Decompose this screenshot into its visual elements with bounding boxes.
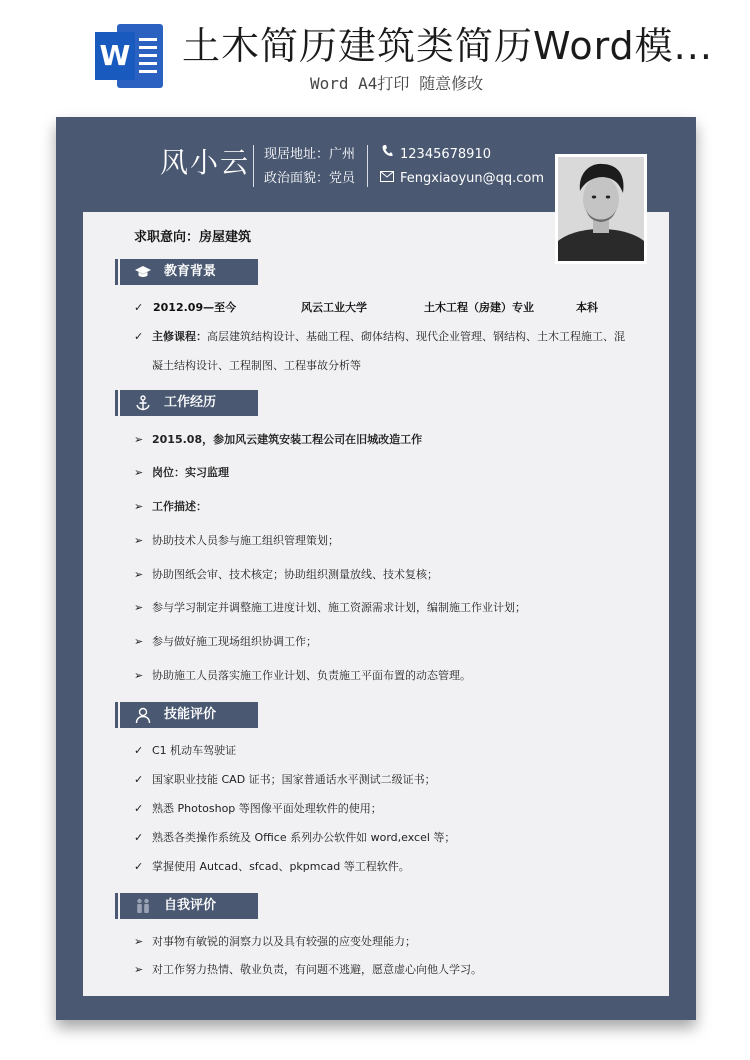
education-major: 土木工程（房建）专业 (424, 301, 534, 314)
arrow-mark: ➢ (134, 669, 144, 682)
word-icon (95, 20, 165, 92)
contact-info (378, 143, 544, 191)
work-desc-label: ➢ 工作描述： (134, 498, 207, 516)
list-item: ✓ 熟悉 Photoshop 等图像平面处理软件的使用； (134, 800, 382, 818)
list-item: ✓ 熟悉各类操作系统及 Office 系列办公软件如 word,excel 等； (134, 829, 455, 847)
list-item: ➢ 参与学习制定并调整施工进度计划、施工资源需求计划，编制施工作业计划； (134, 599, 526, 617)
education-school: 风云工业大学 (301, 301, 367, 314)
candidate-name: 风小云 (160, 146, 251, 179)
header-divider (253, 145, 254, 187)
section-title: 自我评价 (164, 898, 217, 913)
list-item: ✓ 国家职业技能 CAD 证书；国家普通话水平测试二级证书； (134, 771, 436, 789)
arrow-mark: ➢ (134, 433, 144, 446)
section-self (120, 893, 258, 919)
courses-text: 高层建筑结构设计、基础工程、砌体结构、现代企业管理、钢结构、土木工程施工、混 (207, 330, 625, 343)
arrow-mark: ➢ (134, 500, 144, 513)
section-education (120, 259, 258, 285)
courses-line (134, 328, 625, 346)
address: 现居地址：广州 (264, 147, 356, 162)
page-title: 土木简历建筑类简历Word模... (182, 24, 713, 68)
arrow-mark: ➢ (134, 568, 144, 581)
list-item: ✓ C1 机动车驾驶证 (134, 742, 236, 760)
arrow-mark: ➢ (134, 601, 144, 614)
arrow-mark: ➢ (134, 466, 144, 479)
check-mark: ✓ (134, 831, 144, 844)
page-subtitle: Word A4打印 随意修改 (310, 74, 484, 93)
education-mark: ✓ (134, 301, 144, 314)
email: Fengxiaoyun@qq.com (400, 171, 545, 186)
check-mark: ✓ (134, 860, 144, 873)
anchor-icon (134, 394, 152, 412)
list-item: ➢ 协助技术人员参与施工组织管理策划； (134, 532, 339, 550)
check-mark: ✓ (134, 744, 144, 757)
section-title: 工作经历 (164, 395, 217, 410)
phone-number: 12345678910 (400, 147, 491, 162)
list-item: ➢ 协助施工人员落实施工作业计划、负责施工平面布置的动态管理。 (134, 667, 471, 685)
education-period: 2012.09—至今 (153, 301, 237, 314)
list-item: ➢ 参与做好施工现场组织协调工作； (134, 633, 317, 651)
check-mark: ✓ (134, 330, 144, 343)
list-item: ➢ 对工作努力热情、敬业负责，有问题不逃避，愿意虚心向他人学习。 (134, 961, 482, 979)
word-icon-letter: W (95, 32, 135, 80)
check-mark: ✓ (134, 802, 144, 815)
phone-icon (378, 144, 396, 166)
people-icon (134, 897, 152, 915)
section-work (120, 390, 258, 416)
courses-label: 主修课程： (152, 330, 207, 343)
section-title: 技能评价 (164, 707, 217, 722)
check-mark: ✓ (134, 773, 144, 786)
user-icon (134, 706, 152, 724)
section-title: 教育背景 (164, 264, 217, 279)
mail-icon (378, 168, 396, 190)
list-item: ✓ 掌握使用 Autcad、sfcad、pkpmcad 等工程软件。 (134, 858, 410, 876)
job-intent: 求职意向：房屋建筑 (134, 230, 252, 245)
list-item: ➢ 协助图纸会审、技术核定；协助组织测量放线、技术复核； (134, 566, 438, 584)
arrow-mark: ➢ (134, 635, 144, 648)
section-skills (120, 702, 258, 728)
arrow-mark: ➢ (134, 534, 144, 547)
resume-document (56, 117, 696, 1020)
work-project: ➢ 2015.08，参加风云建筑安装工程公司在旧城改造工作 (134, 431, 422, 449)
political-status: 政治面貌：党员 (264, 171, 356, 186)
profile-photo (555, 154, 647, 264)
arrow-mark: ➢ (134, 963, 144, 976)
education-degree: 本科 (576, 301, 598, 314)
graduation-cap-icon (134, 263, 152, 281)
work-position: ➢ 岗位：实习监理 (134, 464, 229, 482)
arrow-mark: ➢ (134, 935, 144, 948)
list-item: ➢ 对事物有敏锐的洞察力以及具有较强的应变处理能力； (134, 933, 416, 951)
header-divider (367, 145, 368, 187)
courses-text-cont: 凝土结构设计、工程制图、工程事故分析等 (152, 359, 361, 372)
personal-info (264, 143, 355, 191)
